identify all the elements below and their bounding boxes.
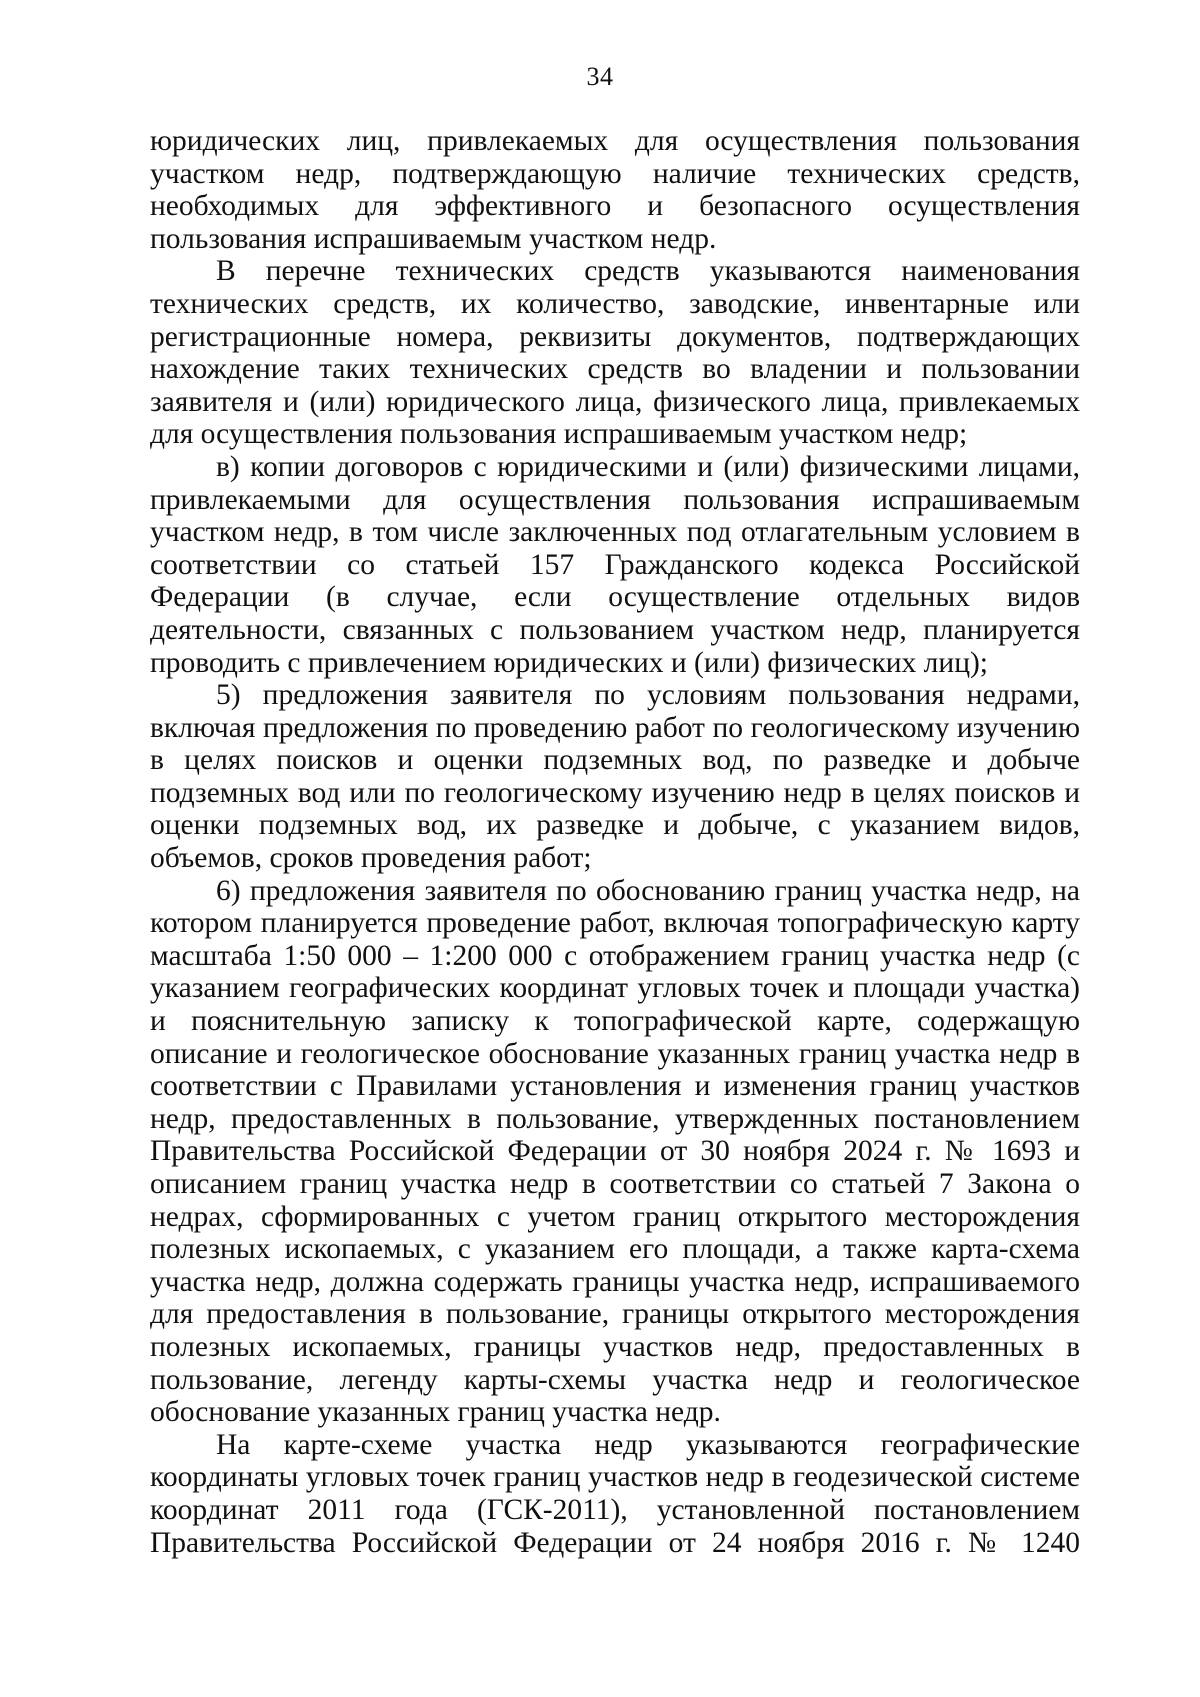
paragraph-legal-entities-continuation: юридических лиц, привлекаемых для осуществления пользования участком недр, подтверждающую наличие технических средств, необходимых для эффективного и безопасного осуществления пользования испрашиваемым участком недр. (150, 125, 1080, 255)
paragraph-item-6-boundaries: 6) предложения заявителя по обоснованию границ участка недр, на котором планируется проведение работ, включая топографическую карту масштаба 1:50 000 – 1:200 000 с отображением границ участка недр (с указанием географических координат угловых точек и площади участка) и пояснительную записку к топографической карте, содержащую описание и геологическое обоснование указанных границ участка недр в соответствии с Правилами установления и изменения границ участков недр, предоставленных в пользование, утвержденных постановлением Правительства Российской Федерации от 30 ноября 2024 г. № 1693 и описанием границ участка недр в соответствии со статьей 7 Закона о недрах, сформированных с учетом границ открытого месторождения полезных ископаемых, с указанием его площади, а также карта-схема участка недр, должна содержать границы участка недр, испрашиваемого для предоставления в пользование, границы открытого месторождения полезных ископаемых, границы участков недр, предоставленных в пользование, легенду карты-схемы участка недр и геологическое обоснование указанных границ участка недр. (150, 874, 1080, 1429)
paragraph-technical-means-list: В перечне технических средств указываются наименования технических средств, их количество, заводские, инвентарные или регистрационные номера, реквизиты документов, подтверждающих нахождение таких технических средств во владении и пользовании заявителя и (или) юридического лица, физического лица, привлекаемых для осуществления пользования испрашиваемым участком недр; (150, 255, 1080, 451)
paragraph-item-5-proposals: 5) предложения заявителя по условиям пользования недрами, включая предложения по проведению работ по геологическому изучению в целях поисков и оценки подземных вод, по разведке и добыче подземных вод или по геологическому изучению недр в целях поисков и оценки подземных вод, их разведке и добыче, с указанием видов, объемов, сроков проведения работ; (150, 679, 1080, 875)
paragraph-item-v-contracts: в) копии договоров с юридическими и (или) физическими лицами, привлекаемыми для осуществления пользования испрашиваемым участком недр, в том числе заключенных под отлагательным условием в соответствии со статьей 157 Гражданского кодекса Российской Федерации (в случае, если осуществление отдельных видов деятельности, связанных с пользованием участком недр, планируется проводить с привлечением юридических и (или) физических лиц); (150, 450, 1080, 679)
paragraph-map-scheme-coordinates: На карте-схеме участка недр указываются географические координаты угловых точек границ участков недр в геодезической системе координат 2011 года (ГСК-2011), установленной постановлением Правительства Российской Федерации от 24 ноября 2016 г. № 1240 (150, 1428, 1080, 1559)
document-body (150, 125, 1080, 1559)
page-number: 34 (586, 62, 614, 91)
